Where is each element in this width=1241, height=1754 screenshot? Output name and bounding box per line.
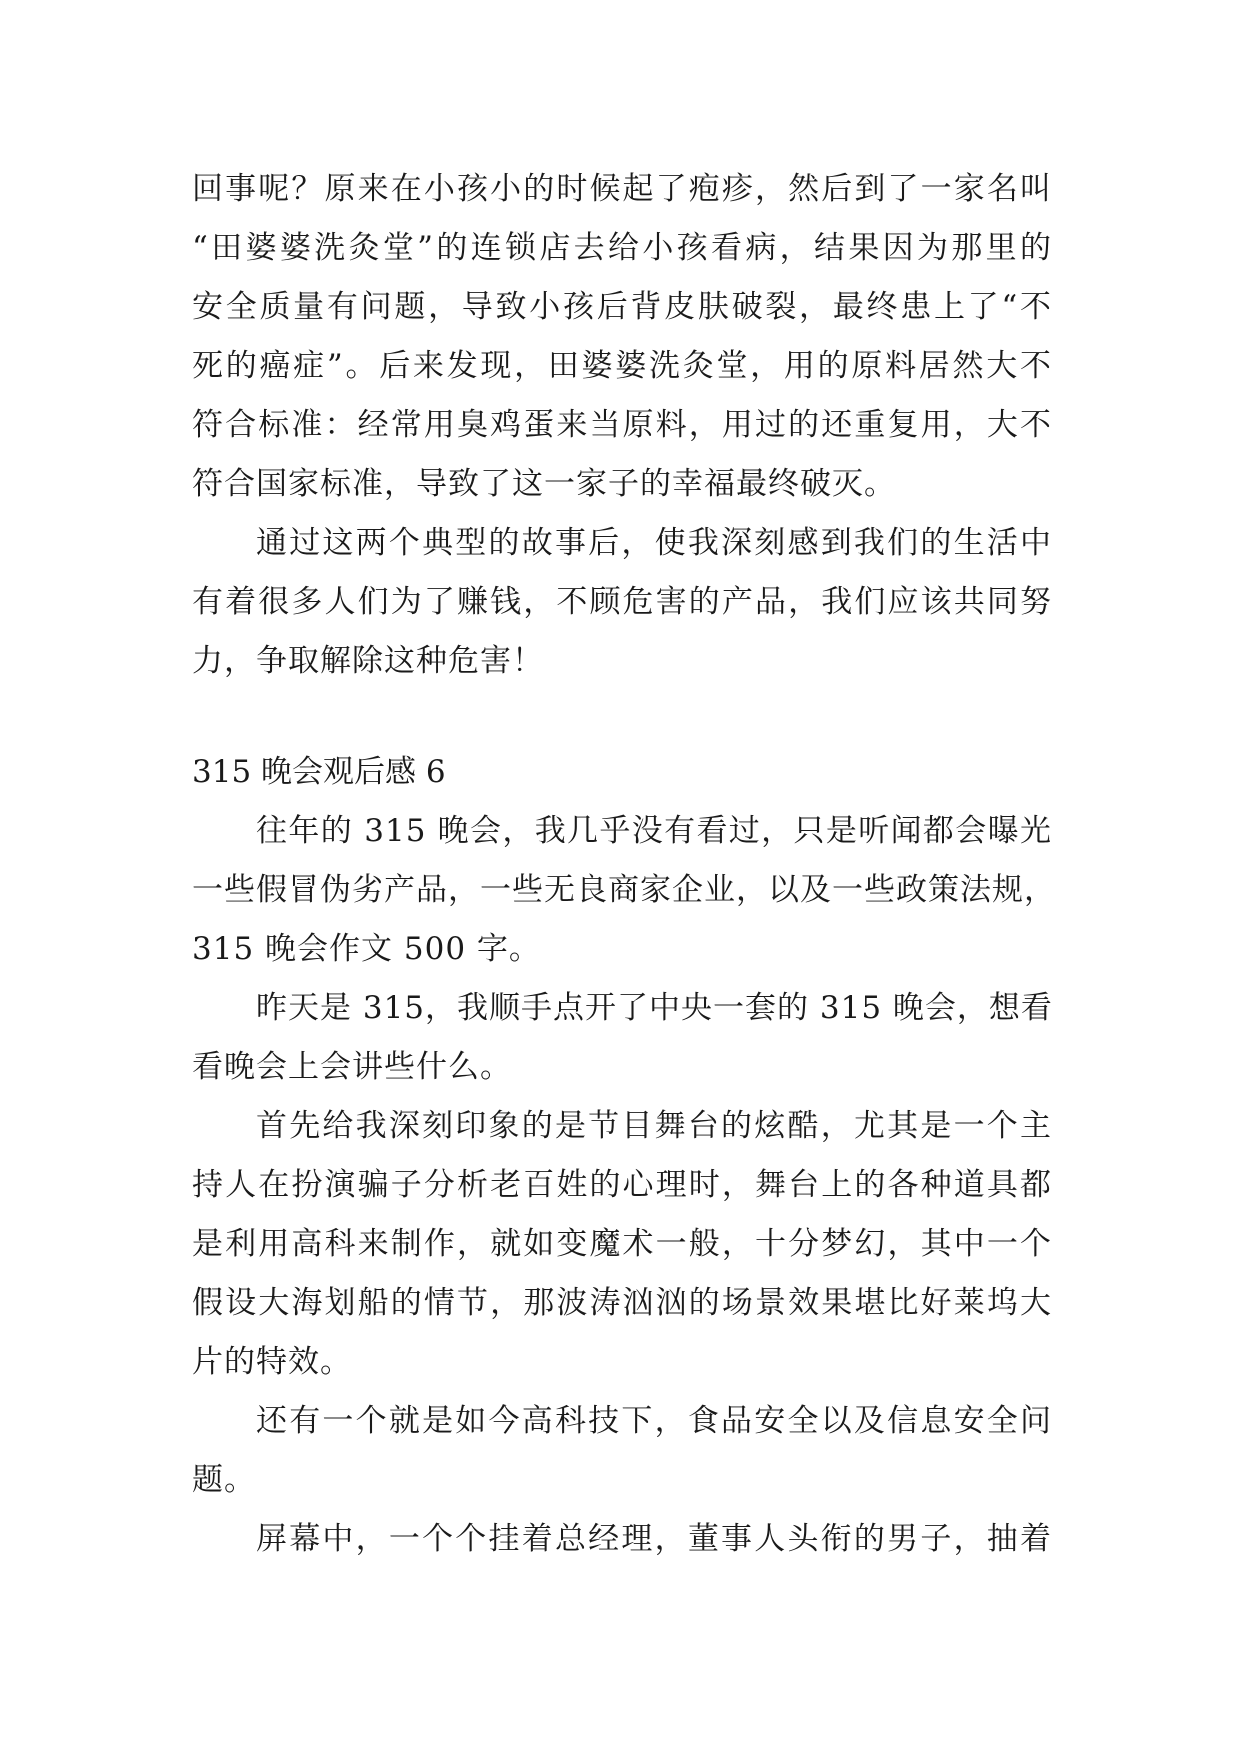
paragraph bbox=[192, 1097, 1052, 1392]
paragraph bbox=[192, 514, 1052, 691]
text-line: 往年的 315 晚会，我几乎没有看过，只是听闻都会曝光 bbox=[256, 813, 1052, 849]
paragraph bbox=[192, 802, 1056, 979]
text-line: 昨天是 315，我顺手点开了中央一套的 315 晚会，想看 bbox=[256, 990, 1053, 1026]
text-line: 安全质量有问题，导致小孩后背皮肤破裂，最终患上了“不 bbox=[192, 289, 1052, 325]
text-line: 题。 bbox=[192, 1462, 256, 1498]
paragraph bbox=[192, 160, 1052, 514]
paragraph bbox=[192, 1510, 1052, 1569]
section-heading: 315 晚会观后感 6 bbox=[192, 754, 446, 790]
text-line: 持人在扮演骗子分析老百姓的心理时，舞台上的各种道具都 bbox=[192, 1167, 1052, 1203]
section-spacer bbox=[192, 691, 1052, 743]
text-line: 首先给我深刻印象的是节目舞台的炫酷，尤其是一个主 bbox=[256, 1108, 1052, 1144]
text-line: 符合国家标准，导致了这一家子的幸福最终破灭。 bbox=[192, 466, 896, 502]
text-line: 是利用高科来制作，就如变魔术一般，十分梦幻，其中一个 bbox=[192, 1226, 1052, 1262]
text-line: 一些假冒伪劣产品，一些无良商家企业，以及一些政策法规， bbox=[192, 872, 1056, 908]
text-line: “田婆婆洗灸堂”的连锁店去给小孩看病，结果因为那里的 bbox=[192, 230, 1052, 266]
text-line: 还有一个就是如今高科技下，食品安全以及信息安全问 bbox=[256, 1403, 1052, 1439]
text-line: 片的特效。 bbox=[192, 1344, 352, 1380]
text-line: 屏幕中，一个个挂着总经理，董事人头衔的男子，抽着 bbox=[256, 1521, 1052, 1557]
text-line: 315 晚会作文 500 字。 bbox=[192, 931, 541, 967]
text-line: 通过这两个典型的故事后，使我深刻感到我们的生活中 bbox=[256, 525, 1052, 561]
document-page bbox=[192, 160, 1056, 1569]
text-line: 死的癌症”。后来发现，田婆婆洗灸堂，用的原料居然大不 bbox=[192, 348, 1052, 384]
text-line: 看晚会上会讲些什么。 bbox=[192, 1049, 512, 1085]
text-line: 有着很多人们为了赚钱，不顾危害的产品，我们应该共同努 bbox=[192, 584, 1052, 620]
text-line: 回事呢？原来在小孩小的时候起了疱疹，然后到了一家名叫 bbox=[192, 171, 1052, 207]
text-line: 力，争取解除这种危害！ bbox=[192, 643, 544, 679]
paragraph bbox=[192, 979, 1052, 1097]
paragraph bbox=[192, 1392, 1052, 1510]
text-line: 符合标准：经常用臭鸡蛋来当原料，用过的还重复用，大不 bbox=[192, 407, 1052, 443]
text-line: 假设大海划船的情节，那波涛汹汹的场景效果堪比好莱坞大 bbox=[192, 1285, 1052, 1321]
